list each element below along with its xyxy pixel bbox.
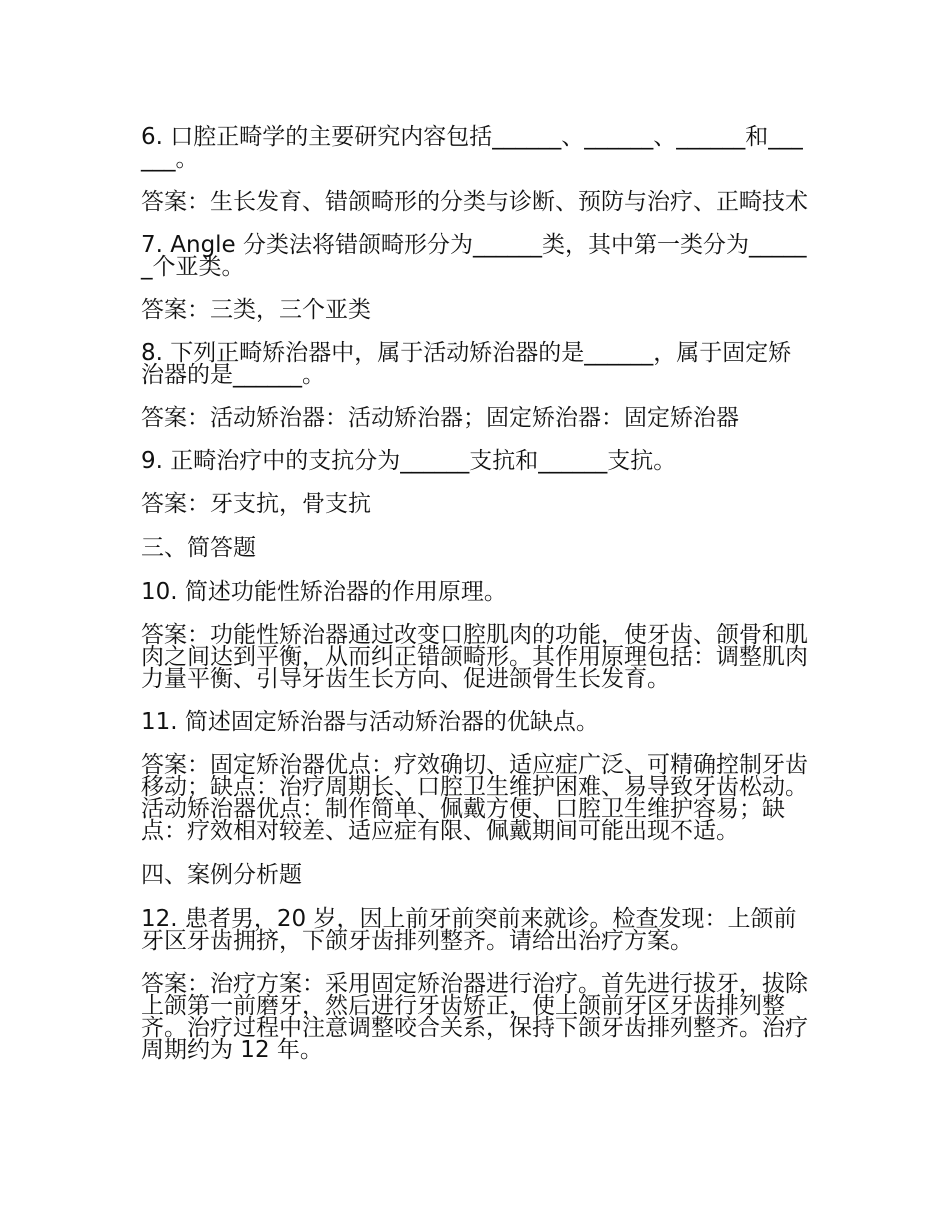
question-12: 12. 患者男，20 岁，因上前牙前突前来就诊。检查发现：上颌前牙区牙齿拥挤，下颌牙齿排列整齐。请给出治疗方案。 [141,906,797,954]
answer-6: 答案：生长发育、错颌畸形的分类与诊断、预防与治疗、正畸技术 [141,189,808,215]
answer-10: 答案：功能性矫治器通过改变口腔肌肉的功能，使牙齿、颌骨和肌肉之间达到平衡，从而纠正错颌畸形。其作用原理包括：调整肌肉力量平衡、引导牙齿生长方向、促进颌骨生长发育。 [141,622,808,692]
section-heading-3: 三、简答题 [141,535,256,561]
question-9: 9. 正畸治疗中的支抗分为______支抗和______支抗。 [141,448,677,474]
question-6: 6. 口腔正畸学的主要研究内容包括______、______、______和______。 [141,124,803,172]
answer-7: 答案：三类，三个亚类 [141,297,371,323]
document-page [141,126,813,1082]
question-11: 11. 简述固定矫治器与活动矫治器的优缺点。 [141,709,599,735]
answer-9: 答案：牙支抗，骨支抗 [141,491,371,517]
answer-8: 答案：活动矫治器：活动矫治器；固定矫治器：固定矫治器 [141,405,739,431]
question-10: 10. 简述功能性矫治器的作用原理。 [141,579,507,605]
answer-11: 答案：固定矫治器优点：疗效确切、适应症广泛、可精确控制牙齿移动；缺点：治疗周期长、口腔卫生维护困难、易导致牙齿松动。活动矫治器优点：制作简单、佩戴方便、口腔卫生维护容易；缺点：疗效相对较差、适应症有限、佩戴期间可能出现不适。 [141,752,808,844]
answer-12: 答案：治疗方案：采用固定矫治器进行治疗。首先进行拔牙，拔除上颌第一前磨牙，然后进行牙齿矫正，使上颌前牙区牙齿排列整齐。治疗过程中注意调整咬合关系，保持下颌牙齿排列整齐。治疗周期约为 12 年。 [141,971,808,1063]
section-heading-4: 四、案例分析题 [141,862,302,888]
question-7: 7. Angle 分类法将错颌畸形分为______类，其中第一类分为______个亚类。 [141,232,807,280]
question-8: 8. 下列正畸矫治器中，属于活动矫治器的是______，属于固定矫治器的是______。 [141,340,792,388]
